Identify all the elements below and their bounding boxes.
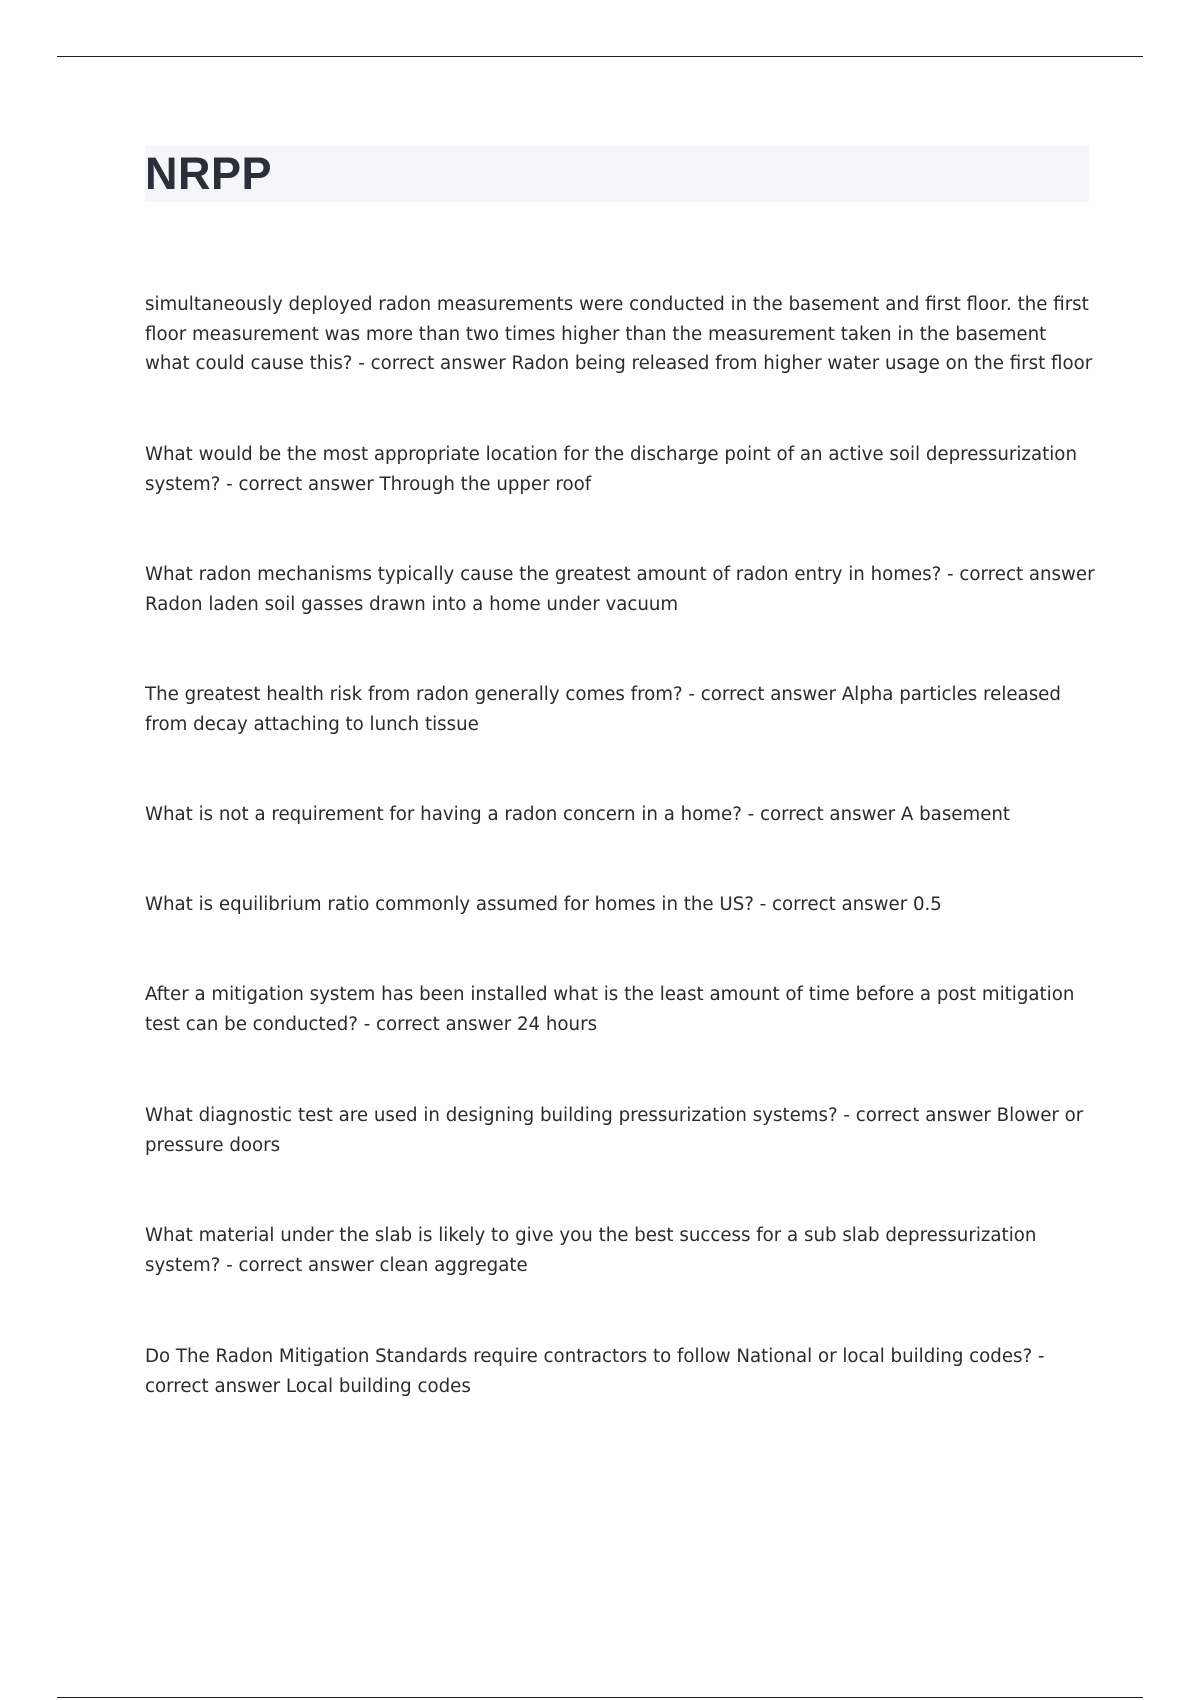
qa-item: What diagnostic test are used in designing building pressurization systems? - correct answer Blower or pressure doors xyxy=(145,1105,1084,1156)
footer-rule xyxy=(57,1697,1143,1698)
qa-item: The greatest health risk from radon generally comes from? - correct answer Alpha particles released from decay attaching to lunch tissue xyxy=(145,684,1061,735)
title-banner xyxy=(145,146,1089,202)
qa-item: What would be the most appropriate location for the discharge point of an active soil depressurization system? - correct answer Through the upper roof xyxy=(145,444,1077,495)
qa-item: What radon mechanisms typically cause the greatest amount of radon entry in homes? - correct answer Radon laden soil gasses drawn into a home under vacuum xyxy=(145,564,1095,615)
qa-item: What is not a requirement for having a radon concern in a home? - correct answer A basement xyxy=(145,804,1011,825)
qa-item: What material under the slab is likely to give you the best success for a sub slab depressurization system? - correct answer clean aggregate xyxy=(145,1225,1037,1276)
qa-item: After a mitigation system has been installed what is the least amount of time before a post mitigation test can be conducted? - correct answer 24 hours xyxy=(145,984,1075,1035)
qa-item: Do The Radon Mitigation Standards require contractors to follow National or local building codes? - correct answer Local building codes xyxy=(145,1346,1045,1397)
header-rule xyxy=(57,56,1143,57)
page-title: NRPP xyxy=(145,148,273,199)
qa-item: simultaneously deployed radon measurements were conducted in the basement and first floor. the first floor measurement was more than two times higher than the measurement taken in the basement what could cause this? - correct answer Radon being released from higher water usage on the first floor xyxy=(145,294,1093,374)
qa-item: What is equilibrium ratio commonly assumed for homes in the US? - correct answer 0.5 xyxy=(145,894,942,915)
